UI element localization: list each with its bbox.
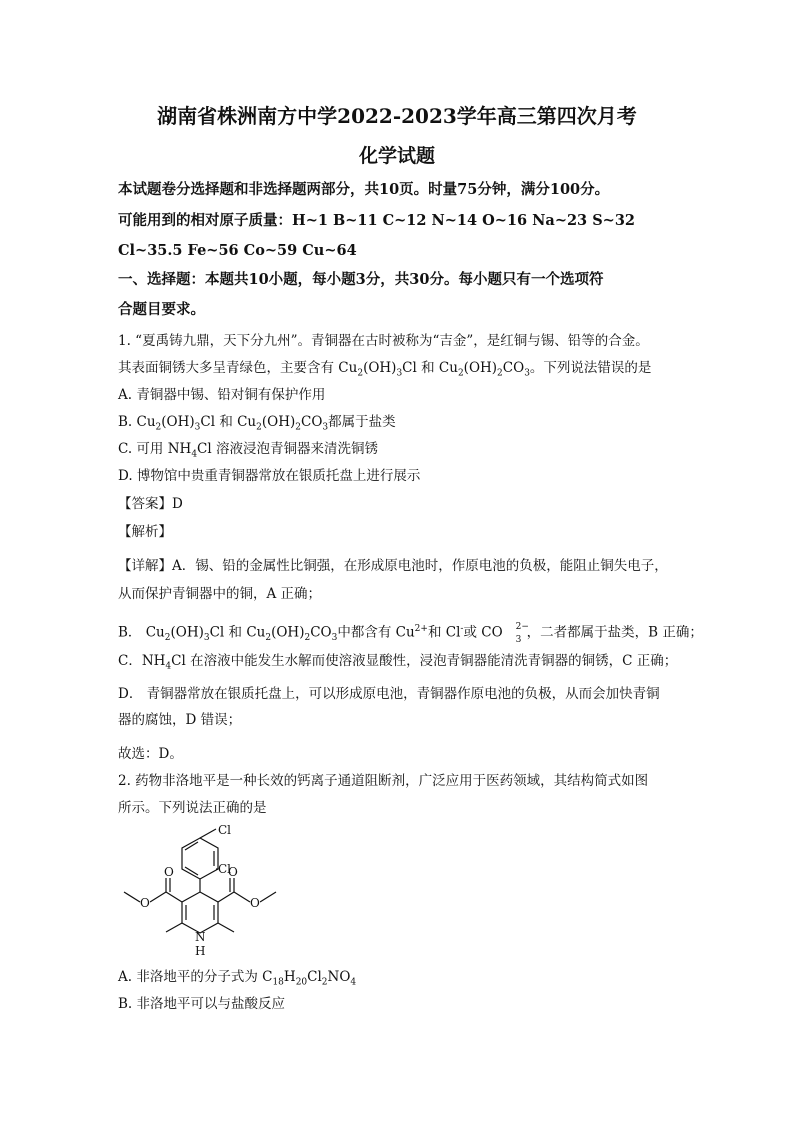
label-o-ester-left: O [140, 896, 150, 910]
benzene-ring [182, 838, 218, 879]
section-heading-line-1: 一、选择题：本题共10小题，每小题3分，共30分。每小题只有一个选项符 [118, 271, 604, 288]
q1-stem-line-2: 其表面铜锈大多呈青绿色，主要含有 $Cu_2(OH)_3Cl$ 和 $Cu_2(OH)_2CO_3$。下列说法错误的是 [118, 360, 652, 379]
structure-bonds [124, 829, 276, 933]
q1-detail-d-line-1: D． 青铜器常放在银质托盘上，可以形成原电池，青铜器作原电池的负极，从而会加快青铜 [118, 686, 660, 702]
cl-top-bond [200, 829, 216, 838]
intro-line-2: 可能用到的相对原子质量：H~1 B~11 C~12 N~14 O~16 Na~23 S~32 [118, 212, 635, 229]
q1-detail-b: B． $Cu_2(OH)_3Cl$ 和 $Cu_2(OH)_2CO_3$中都含有 $Cu^{2+}$和 Cl-或 CO 2− 3 ，二者都属于盐类，B 正确； [118, 621, 703, 645]
label-cl-top: Cl [218, 823, 232, 837]
q1-conclusion: 故选：D。 [118, 746, 183, 762]
label-o-left: O [164, 865, 174, 879]
q1-option-a: A. 青铜器中锡、铅对铜有保护作用 [118, 387, 326, 403]
section-heading-line-2: 合题目要求。 [118, 301, 205, 318]
label-h: H [195, 944, 206, 958]
q1-analysis-label: 【解析】 [118, 524, 172, 540]
label-n: N [195, 930, 206, 944]
q1-option-b: B. $Cu_2(OH)_3Cl$ 和 $Cu_2(OH)_2CO_3$都属于盐类 [118, 414, 396, 433]
q2-option-a: A. 非洛地平的分子式为 $C_{18}H_{20}Cl_2NO_4$ [118, 969, 357, 988]
ester-left-o-bond [150, 892, 166, 902]
page-title: 湖南省株洲南方中学2022-2023学年高三第四次月考 [157, 104, 637, 128]
page-subtitle: 化学试题 [358, 145, 435, 167]
ester-left-bond [166, 892, 182, 902]
intro-line-1: 本试题卷分选择题和非选择题两部分，共10页。时量75分钟，满分100分。 [118, 181, 610, 198]
carbonate-ion-notation: 2− 3 [515, 621, 529, 645]
felodipine-structure-diagram [110, 812, 280, 962]
q1-option-c: C. 可用 $NH_4Cl$ 溶液浸泡青铜器来清洗铜锈 [118, 441, 378, 460]
intro-line-3: Cl~35.5 Fe~56 Co~59 Cu~64 [118, 242, 357, 259]
q2-stem-line-1: 2. 药物非洛地平是一种长效的钙离子通道阻断剂，广泛应用于医药领域，其结构简式如图 [118, 773, 649, 789]
q1-detail-c: C．$NH_4Cl$ 在溶液中能发生水解而使溶液显酸性，浸泡青铜器能清洗青铜器的铜锈，C 正确； [118, 653, 678, 672]
q1-detail-a-line-2: 从而保护青铜器中的铜，A 正确； [118, 586, 322, 602]
label-o-right: O [228, 865, 238, 879]
ester-left-methyl [124, 892, 140, 902]
q1-option-d: D. 博物馆中贵重青铜器常放在银质托盘上进行展示 [118, 468, 421, 484]
ester-right-o-bond [234, 892, 250, 902]
q2-stem-line-2: 所示。下列说法正确的是 [118, 800, 267, 816]
label-o-ester-right: O [250, 896, 260, 910]
q1-detail-d-line-2: 器的腐蚀，D 错误； [118, 712, 242, 728]
ester-right-methyl [260, 892, 276, 902]
label-cl-bottom: Cl [218, 862, 232, 876]
ester-right-bond [218, 892, 234, 902]
q1-answer: 【答案】D [118, 496, 183, 512]
q1-detail-a-line-1: 【详解】A．锡、铅的金属性比铜强，在形成原电池时，作原电池的负极，能阻止铜失电子， [118, 558, 668, 574]
dihydropyridine-ring [182, 892, 218, 933]
q1-stem-line-1: 1. “夏禹铸九鼎，天下分九州”。青铜器在古时被称为“吉金”，是红铜与锡、铅等的合金。 [118, 333, 649, 349]
q2-option-b: B. 非洛地平可以与盐酸反应 [118, 996, 286, 1012]
methyl-right [218, 923, 234, 932]
methyl-left [166, 923, 182, 932]
